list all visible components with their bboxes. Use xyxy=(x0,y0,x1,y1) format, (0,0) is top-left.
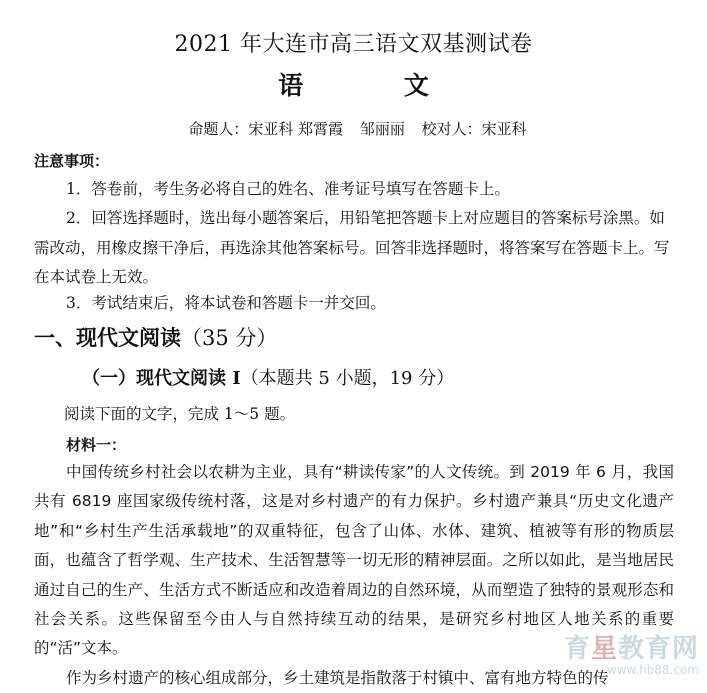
watermark-logo-part-3: 教育网 xyxy=(617,634,699,664)
watermark-logo-part-1: 育 xyxy=(563,634,591,664)
subsection-score: （本题共 5 小题，19 分） xyxy=(240,368,455,389)
watermark-logo xyxy=(564,628,699,665)
section-heading xyxy=(34,322,277,352)
subsection-title: （一）现代文阅读 I xyxy=(82,368,241,389)
notice-item-1: 1．答卷前，考生务必将自己的姓名、准考证号填写在答题卡上。 xyxy=(66,180,510,198)
notice-item-2: 2．回答选择题时，选出每小题答案后，用铅笔把答题卡上对应题目的答案标号涂黑。如需改动，用橡皮擦干净后，再选涂其他答案标号。回答非选择题时，将答案写在答题卡上。写在本试卷上无效。 xyxy=(34,209,670,286)
section-title: 一、现代文阅读 xyxy=(34,325,181,350)
material-paragraph-1: 中国传统乡村社会以农耕为主业，具有“耕读传家”的人文传统。到 2019 年 6 月，我国共有 6819 座国家级传统村落，这是对乡村遗产的有力保护。乡村遗产兼具“历史文化遗产地”和“乡村生产生活承载地”的双重特征，包含了山体、水体、建筑、植被等有形的物质层面，也蕴含了哲学观、生产技术、生活智慧等一切无形的精神层面。之所以如此，是当地居民通过自己的生产、生活方式不断适应和改造着周边的自然环境，从而塑造了独特的景观形态和社会关系。这些保留至今由人与自然持续互动的结果，是研究乡村地区人地关系的重要的“活”文本。 xyxy=(34,463,674,658)
author-group-1: 命题人：宋亚科 郑霄霞 xyxy=(188,120,344,138)
material-label: 材料一： xyxy=(66,436,127,454)
notice-item-3: 3．考试结束后，将本试卷和答题卡一并交回。 xyxy=(66,294,386,312)
proofreader: 校对人：宋亚科 xyxy=(421,120,527,138)
exam-title: 2021 年大连市高三语文双基测试卷 xyxy=(174,32,533,57)
site-watermark xyxy=(564,628,699,677)
section-score: （35 分） xyxy=(181,326,278,350)
watermark-logo-part-2: 星 xyxy=(590,634,618,664)
watermark-url: www.hb88.com xyxy=(606,663,699,677)
material-paragraph-2: 作为乡村遗产的核心组成部分，乡土建筑是指散落于村镇中、富有地方特色的传 xyxy=(66,668,609,687)
authors-line xyxy=(0,118,707,139)
notice-heading: 注意事项： xyxy=(34,152,110,170)
subject-title: 语 文 xyxy=(278,71,475,100)
reading-instruction: 阅读下面的文字，完成 1～5 题。 xyxy=(64,405,296,423)
subsection-heading xyxy=(82,364,454,390)
author-group-2: 邹丽丽 xyxy=(359,120,405,138)
